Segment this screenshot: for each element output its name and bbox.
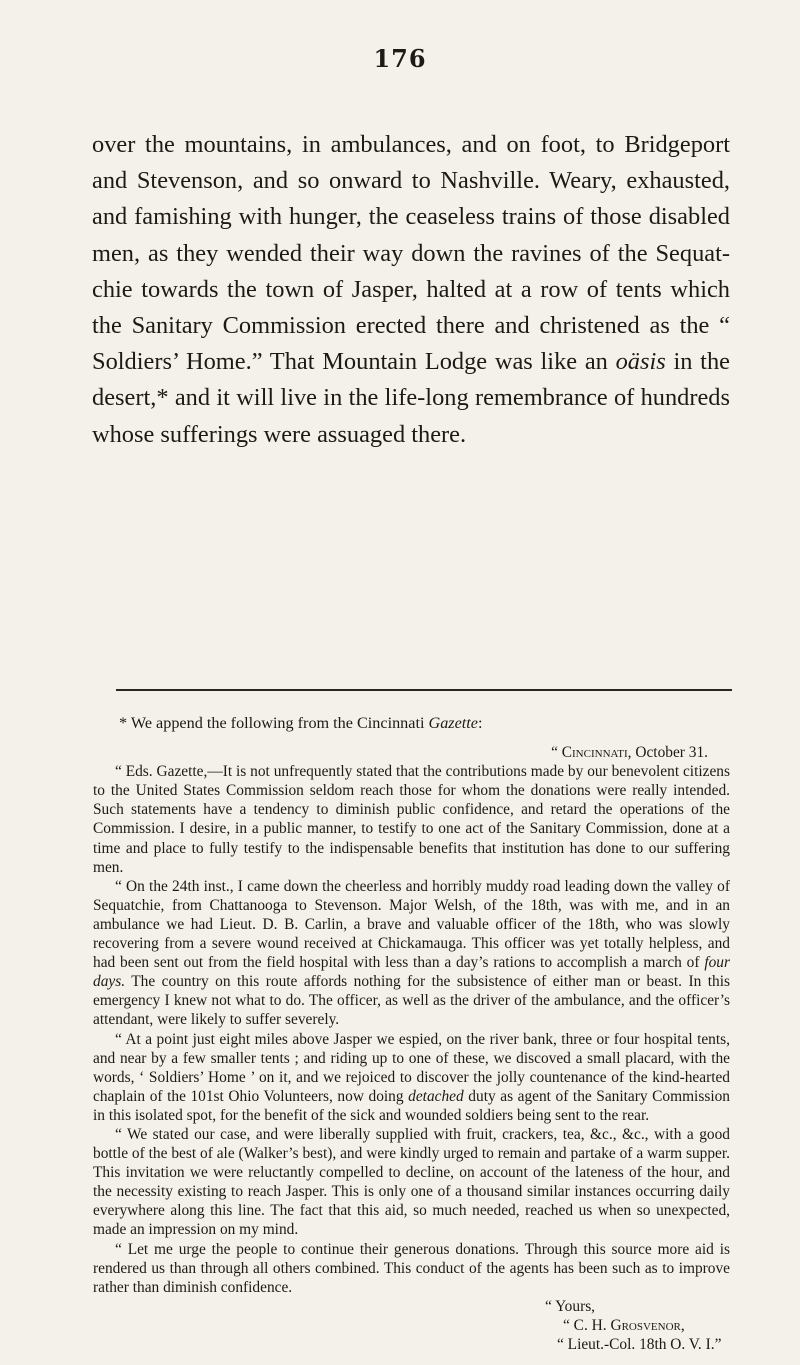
letter-paragraph-3-emphasis: detached: [408, 1087, 464, 1105]
letter-paragraph-5: “ Let me urge the people to continue their generous donations. Through this source more aid is rendered us than through all others combined. This conduct of the agents has been such as to improve rather than diminish confidence.: [93, 1240, 730, 1296]
letter-paragraph-2-text-a: “ On the 24th inst., I came down the cheerless and horribly muddy road leading down the valley of Sequatchie, from Chattanooga to Stevenson. Major Welsh, of the 18th, was with me, and in an ambulance we had Lieut. D. B. Carlin, a brave and valuable officer of the 18th, who was slowly recovering from a severe wound received at Chickamauga. This officer was yet totally helpless, and had been sent out from the field hospital with less than a day’s rations to accomplish a march of: [93, 877, 730, 972]
footnote: [93, 714, 730, 1354]
signature-name: “ C. H. Grosvenor,: [563, 1316, 685, 1334]
letter-paragraph-3-text-b: duty as agent of the Sanitary Commission in this isolated spot, for the benefit of the sick and wounded soldiers being sent to the rear.: [93, 1087, 730, 1124]
letter-paragraph-4: “ We stated our case, and were liberally supplied with fruit, crackers, tea, &c., &c., with a good bottle of the best of ale (Walker’s best), and were kindly urged to remain and partake of a warm supper. This invitation we were reluctantly compelled to decline, on account of the lateness of the hour, and the necessity existing to reach Jasper. This is only one of a thousand similar instances occurring daily everywhere along this line. The fact that this aid, so much needed, reached us when so unexpected, made an impression on my mind.: [93, 1125, 730, 1239]
body-text-part2: in the desert,* and it will live in the life-long remembrance of hundreds whose sufferings were assuaged there.: [92, 348, 730, 448]
footnote-lead-text: * We append the following from the Cincinnati: [119, 714, 425, 732]
signature-rank: “ Lieut.-Col. 18th O. V. I.”: [557, 1336, 722, 1353]
footnote-lead-gazette: Gazette: [428, 714, 478, 732]
page-number: 176: [373, 44, 427, 73]
letter-paragraph-1: “ Eds. Gazette,—It is not unfrequently stated that the contributions made by our benevolent citizens to the United States Commission seldom reach those for whom the donations were really intended. Such statements have a tendency to diminish public confidence, and retard the operations of the Commission. I desire, in a public manner, to testify to one act of the Sanitary Commission, done at a time and place to fully testify to the indispensable benefits that institution has done to our suffering men.: [93, 763, 730, 876]
letter-paragraph-3-text-a: “ At a point just eight miles above Jasper we espied, on the river bank, three or four hospital tents, and near by a few smaller tents ; and riding up to one of these, we discoved a small placard, with the words, ‘ Soldiers’ Home ’ on it, and we rejoiced to discover the jolly countenance of the kind-hearted chaplain of the 101st Ohio Volunteers, now doing: [93, 1030, 730, 1105]
signature-closing: “ Yours,: [545, 1297, 596, 1315]
letter-paragraph-2: [93, 877, 730, 1030]
dateline-city: “ Cincinnati,: [551, 744, 632, 762]
letter-paragraph-2-text-b: The country on this route affords nothing for the subsistence of either man or beast. In this emergency I knew not what to do. The officer, as well as the driver of the ambulance, and the officer’s attendant, were likely to suffer severely.: [93, 973, 730, 1029]
body-text-part1: over the mountains, in ambulances, and on foot, to Bridgeport and Stevenson, and so onward to Nashville. Weary, exhausted, and famishing with hunger, the ceaseless trains of those disabled men, as they wended their way down the ravines of the Sequatchie towards the town of Jasper, halted at a row of tents which the Sanitary Commission erected there and christened as the “ Soldiers’ Home.” That Mountain Lodge was like an: [92, 131, 730, 376]
footnote-divider: [116, 689, 732, 691]
body-paragraph: [92, 127, 730, 453]
dateline-date: October 31.: [635, 744, 708, 762]
body-emphasis-oasis: oäsis: [615, 348, 666, 376]
letter-paragraph-2-emphasis: four days.: [93, 954, 730, 991]
footnote-lead-colon: :: [477, 714, 483, 732]
footnote-lead: [93, 714, 730, 733]
letter-dateline: [93, 743, 730, 762]
letter-paragraph-3: [93, 1030, 730, 1125]
